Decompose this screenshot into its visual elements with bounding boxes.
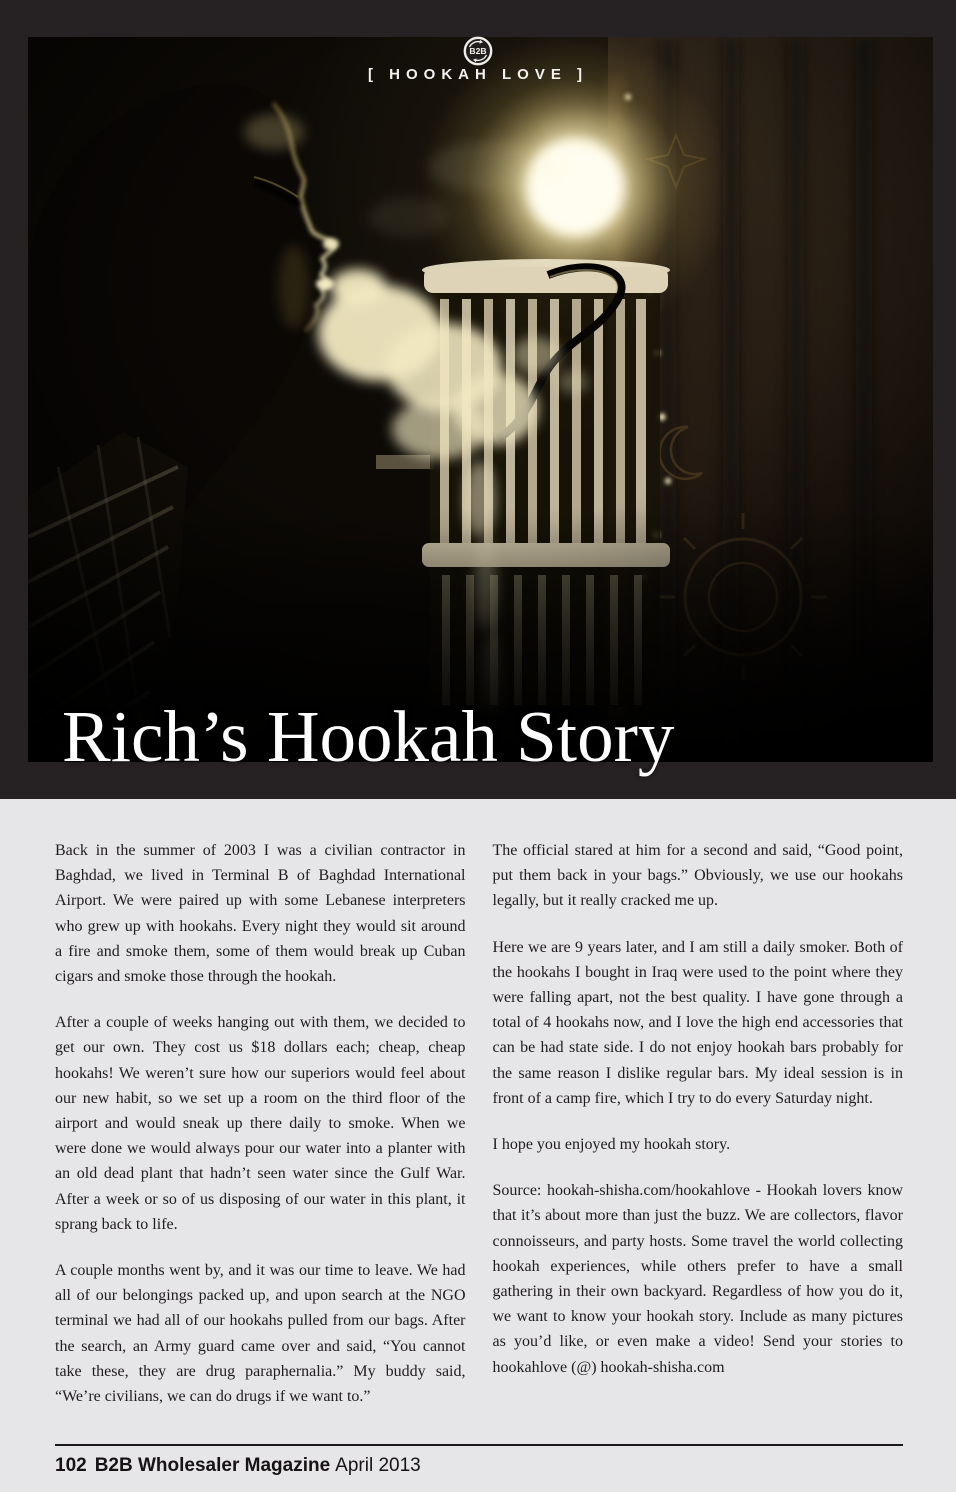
paragraph: I hope you enjoyed my hookah story. (492, 1136, 731, 1154)
b2b-logo-text: B2B (469, 46, 487, 57)
paragraph: Source: hookah-shisha.com/hookahlove - Hookah lovers know that it’s about more than just the buzz. We are collectors, flavor connoisseurs, and party hosts. Some travel the world collecting hookah experiences, while others prefer to have a small gathering in their own backyard. Regardless of how you do it, we want to know your hookah story. Include as many pictures as you’d like, or even make a video! Send your stories to hookahlove (@) hookah-shisha.com (492, 1182, 903, 1376)
page-number: 102 (55, 1455, 87, 1476)
paragraph: A couple months went by, and it was our time to leave. We had all of our belongings packed up, and upon search at the NGO terminal we had all of our hookahs pulled from our bags. After the search, an Army guard came over and said, “You cannot take these, they are drug paraphernalia.” My buddy said, “We’re civilians, we can do drugs if we want to.” (55, 1262, 466, 1406)
issue-date: April 2013 (335, 1455, 421, 1476)
page-footer (55, 1444, 903, 1477)
article-title: Rich’s Hookah Story (62, 696, 675, 777)
hookah-photo (28, 37, 933, 762)
article-body (0, 799, 956, 1430)
left-column (55, 838, 466, 1430)
paragraph: Here we are 9 years later, and I am still a daily smoker. Both of the hookahs I bought in Iraq were used to the point where they were falling apart, not the best quality. I have gone through a total of 4 hookahs now, and I love the high end accessories that can be had state side. I do not enjoy hookah bars probably for the same reason I dislike regular bars. My ideal session is in front of a camp fire, which I try to do every Saturday night. (492, 938, 903, 1107)
right-column (493, 838, 904, 1430)
hookah-photo-art (28, 37, 933, 762)
magazine-name: B2B Wholesaler Magazine (94, 1455, 331, 1476)
b2b-logo-badge (463, 36, 493, 66)
paragraph: Back in the summer of 2003 I was a civilian contractor in Baghdad, we lived in Terminal B of Baghdad International Airport. We were paired up with some Lebanese interpreters who grew up with hookahs. Every night they would sit around a fire and smoke them, some of them would break up Cuban cigars and smoke those through the hookah. (55, 842, 466, 986)
paragraph: After a couple of weeks hanging out with them, we decided to get our own. They cost us $18 dollars each; cheap, cheap hookahs! We weren’t sure how our superiors would feel about our new habit, so we set up a room on the third floor of the airport and would sneak up there daily to smoke. When we were done we would always pour our water into a planter with an old dead plant that hadn’t seen water since the Gulf War. After a week or so of us disposing of our water in this plant, it sprang back to life. (55, 1014, 466, 1233)
section-label: [ HOOKAH LOVE ] (368, 66, 588, 83)
paragraph: The official stared at him for a second and said, “Good point, put them back in your bags.” Obviously, we use our hookahs legally, but it really cracked me up. (492, 842, 903, 910)
